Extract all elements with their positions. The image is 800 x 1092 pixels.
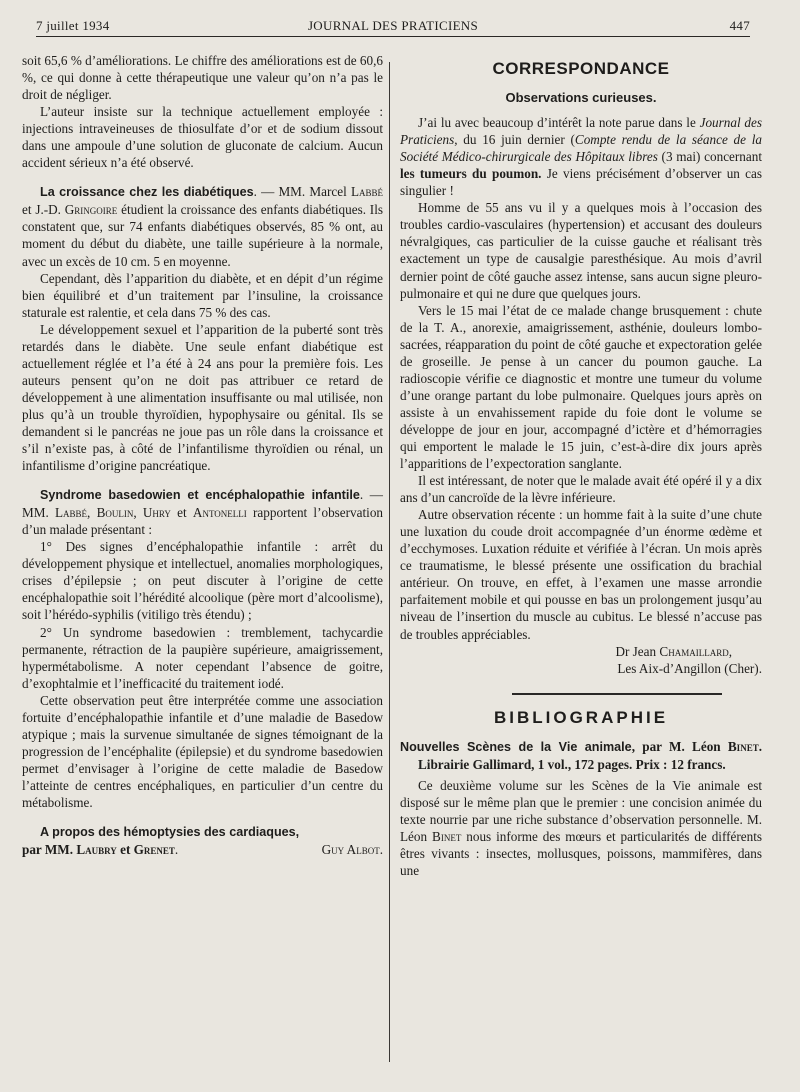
book-title: Nouvelles Scènes de la Vie animale xyxy=(400,739,632,754)
section-title: BIBLIOGRAPHIE xyxy=(493,707,669,727)
article-croissance: La croissance chez les diabétiques. — MM. Marcel Labbé et J.-D. Gringoire étudient la croissance des enfants diabétiques. Ils constatent que, sur 74 enfants diabétiques observés, 85 % ont, au moment du début du diabète, une taille supérieure à la normale, avec un excès de 10 cm. 5 en moyenne. xyxy=(22,184,383,269)
book-entry: Nouvelles Scènes de la Vie animale, par M. Léon Binet. Librairie Gallimard, 1 vol., 172 pages. Prix : 12 francs. xyxy=(400,738,762,772)
journal-title: JOURNAL DES PRATICIENS xyxy=(307,18,479,33)
article-basedow: Syndrome basedowien et encéphalopathie infantile. — MM. Labbé, Boulin, Uhry et Antonelli rapportent l’observation d’un malade présentant : xyxy=(22,487,384,538)
paragraph: L’auteur insiste sur la technique actuellement employée : injections intraveineuses de thiosulfate d’or et de sodium dissout dans une ampoule d’une solution de gluconate de calcium. Aucun accident sérieux n’a été observé. xyxy=(22,104,383,171)
paragraph: 1° Des signes d’encéphalopathie infantile : arrêt du développement physique et intellectuel, anomalies morphologiques, crises d’épilepsie ; on peut discuter à l’origine de cette encéphalopathie soit l’hérédité alcoolique (père mort d’alcoolisme), soit l’hérédo-syphilis (vitiligo très étendu) ; xyxy=(22,539,383,623)
paragraph: Homme de 55 ans vu il y a quelques mois à l’occasion des troubles cardio-vasculaires (hypertension) et accusant des douleurs névralgiques, cas particulier de la cuisse gauche et réalisant très exactement un type de causalgie paresthésique. Au mois d’avril dernier point de côté gauche assez intense, sans aucun signe pleuro-pulmonaire et qui ne dure que quelques jours. xyxy=(400,200,762,301)
author-name: Binet xyxy=(727,738,759,754)
author-name: Uhry xyxy=(142,505,171,521)
article-heading: Syndrome basedowien et encéphalopathie infantile xyxy=(40,488,360,503)
author-name: Grenet xyxy=(133,842,175,858)
running-header xyxy=(36,14,750,37)
signature-place: Les Aix-d’Angillon (Cher). xyxy=(617,660,762,676)
article-heading: A propos des hémoptysies des cardiaques, xyxy=(40,825,300,840)
column-divider xyxy=(389,62,390,1062)
section-title: CORRESPONDANCE xyxy=(492,59,670,78)
signature: Guy Albot. xyxy=(321,842,383,858)
right-column xyxy=(400,52,762,879)
article-heading: La croissance chez les diabétiques xyxy=(40,185,254,200)
paragraph: Autre observation récente : un homme fait à la suite d’une chute une luxation du coude droit accompagnée d’un énorme œdème et d’ecchymoses. Luxation réduite et vérifiée à l’écran. Un mois après ce traumatisme, le blessé présente une ossification du brachial antérieur. On trouve, en effet, à l’examen une masse arrondie parfaitement mobile et qui pousse en bas un prolongement jusqu’au niveau de l’insertion du muscle au cubitus. Le blessé n’accuse pas de troubles appréciables. xyxy=(400,507,762,642)
section-subtitle: Observations curieuses. xyxy=(505,90,657,106)
author-name: Antonelli xyxy=(192,505,247,521)
signature: Dr Jean Chamaillard, xyxy=(615,643,732,659)
paragraph: J’ai lu avec beaucoup d’intérêt la note parue dans le Journal des Praticiens, du 16 juin dernier (Compte rendu de la séance de la Société Médico-chirurgicale des Hôpitaux libres (3 mai) concernant les tumeurs du poumon. Je viens précisément d’observer un cas singulier ! xyxy=(400,115,763,199)
author-name: Boulin xyxy=(96,505,134,521)
author-name: Laubry xyxy=(76,842,117,858)
paragraph: Cependant, dès l’apparition du diabète, et en dépit d’un régime bien équilibré et d’un traitement par l’insuline, la croissance staturale est ralentie, et cela dans 75 % des cas. xyxy=(22,270,383,320)
author-name: Labbé xyxy=(350,184,383,200)
page-number: 447 xyxy=(729,18,750,33)
paragraph: Cette observation peut être interprétée comme une association fortuite d’encéphalopathie infantile et d’une maladie de Basedow atypique ; mais la survenue simultanée de signes témoignant de la progression de l’encéphalite (épilepsie) et du syndrome basedowien permet d’envisager à l’origine de cette maladie de Basedow l’atteinte de centres encéphaliques, en particulier d’un centre du métabolisme. xyxy=(22,692,383,810)
author-name: Gringoire xyxy=(64,202,118,218)
paragraph: Vers le 15 mai l’état de ce malade change brusquement : chute de la T. A., anorexie, amaigrissement, asthénie, douleurs lombo-sacrées, réapparation du point de côté gauche et expectoration gelée de groseille. Je pense à un cancer du poumon gauche. La radioscopie vérifie ce diagnostic et montre une tumeur du volume d’une orange partant du lobe pulmonaire. Quelques jours après on assiste à un envahissement rapide du foie dont le volume se développe de jour en jour, accompagné d’ictère et d’hémorragies qui emportent le malade le 15 juin, c’est-à-dire dix jours après l’apparitions de l’expectoration sanglante. xyxy=(400,302,762,472)
article-byline: par MM. Laubry et Grenet. Guy Albot. xyxy=(22,842,383,858)
paragraph: Le développement sexuel et l’apparition de la puberté sont très retardés dans le diabète. Une seule enfant diabétique est actuellement réglée et l’a été à 24 ans pour la première fois. Les auteurs pensent qu’on ne doit pas attribuer ce retard de développement à une alimentation insuffisante ou mal utilisée, non plus qu’à un trouble thyroïdien, hypophysaire ou génital. Ils se demandent si le pancréas ne joue pas un rôle dans la croissance et s’il n’existe pas, à côté de l’infantilisme thyroïdien ou rénal, un infantilisme d’origine pancréatique. xyxy=(22,321,383,474)
paragraph: Ce deuxième volume sur les Scènes de la Vie animale est disposé sur le même plan que le premier : une concision animée du texte nourrie par une riche substance d’observation personnelle. M. Léon Binet nous informe des mœurs et particularités de différents êtres vivants : insectes, mollusques, poissons, mammifères, dans une xyxy=(400,777,762,879)
paragraph: soit 65,6 % d’améliorations. Le chiffre des améliorations est de 60,6 %, ce qui donne à cette thérapeutique une valeur qu’on n’a pas le droit de négliger. xyxy=(22,53,383,103)
paragraph: 2° Un syndrome basedowien : tremblement, tachycardie permanente, rétraction de la paupière supérieure, amaigrissement, hypermétabolisme. A noter cependant l’absence de goitre, d’exophtalmie et l’inefficacité du traitement iodé. xyxy=(22,624,383,691)
article-hemoptysies xyxy=(22,823,383,841)
author-name: Labbé xyxy=(54,505,88,521)
left-column xyxy=(22,52,383,858)
issue-date: 7 juillet 1934 xyxy=(36,18,110,33)
paragraph: Il est intéressant, de noter que le malade avait été opéré il y a dix ans d’un cancroïde de la lèvre inférieure. xyxy=(400,473,762,506)
